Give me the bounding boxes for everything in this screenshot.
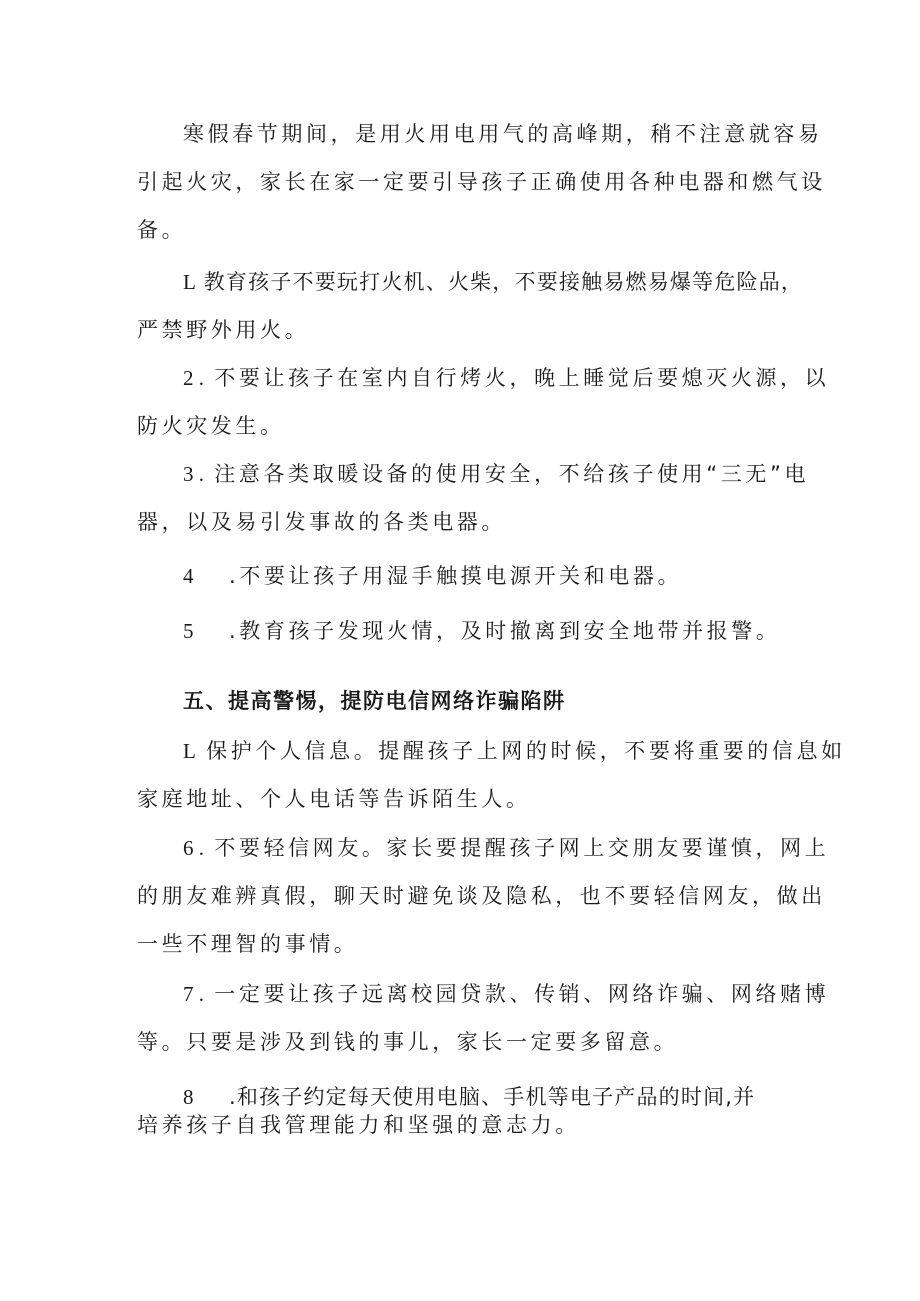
fire-item-5-marker: 5 (183, 619, 194, 643)
fire-item-5-text: .教育孩子发现火情，及时撤离到安全地带并报警。 (229, 619, 781, 643)
fraud-item-1-text: 保护个人信息。提醒孩子上网的时候，不要将重要的信息如 (206, 739, 846, 763)
fire-item-2-line-2: 防火灾发生。 (137, 414, 285, 438)
fraud-item-8-line-2: 培养孩子自我管理能力和坚强的意志力。 (137, 1113, 580, 1137)
fraud-item-8-marker: 8 (183, 1085, 194, 1109)
fire-item-4-marker: 4 (183, 564, 194, 588)
fire-item-3-marker: 3 . (183, 462, 204, 486)
intro-line-1: 寒假春节期间，是用火用电用气的高峰期，稍不注意就容易 (183, 122, 823, 146)
fire-item-4-text: .不要让孩子用湿手触摸电源开关和电器。 (229, 564, 683, 588)
section-5-heading: 五、提高警惕，提防电信网络诈骗陷阱 (183, 689, 566, 713)
fire-item-1-line-2: 严禁野外用火。 (137, 318, 310, 342)
fraud-item-7-marker: 7 . (183, 982, 204, 1006)
fraud-item-8-text: .和孩子约定每天使用电脑、手机等电子产品的时间,并 (229, 1085, 756, 1109)
fraud-item-6 (183, 834, 830, 862)
fraud-item-7-line-2: 等。只要是涉及到钱的事儿，家长一定要多留意。 (137, 1030, 679, 1054)
fire-item-1-marker: L (183, 270, 196, 294)
fraud-item-1-marker: L (183, 739, 196, 763)
fire-item-3 (183, 460, 810, 488)
intro-line-3: 备。 (137, 218, 187, 242)
fire-item-3-line-2: 器，以及易引发事故的各类电器。 (137, 510, 506, 534)
fraud-item-1-line-2: 家庭地址、个人电话等告诉陌生人。 (137, 787, 531, 811)
fire-item-2 (183, 364, 830, 392)
fraud-item-6-text: 不要轻信网友。家长要提醒孩子网上交朋友要谨慎，网上 (214, 836, 830, 860)
fraud-item-7 (183, 980, 830, 1008)
fire-item-3-text: 注意各类取暖设备的使用安全，不给孩子使用“三无”电 (214, 462, 810, 486)
fraud-item-7-text: 一定要让孩子远离校园贷款、传销、网络诈骗、网络赌博 (214, 982, 830, 1006)
fire-item-1-text: 教育孩子不要玩打火机、火柴，不要接触易燃易爆等危险品， (203, 270, 804, 294)
fraud-item-6-marker: 6 . (183, 836, 204, 860)
fraud-item-6-line-3: 一些不理智的事情。 (137, 932, 359, 956)
fire-item-5 (183, 617, 797, 645)
fire-item-1 (183, 268, 804, 296)
fire-item-2-marker: 2 . (183, 366, 204, 390)
fire-item-2-text: 不要让孩子在室内自行烤火，晚上睡觉后要熄灭火源，以 (214, 366, 830, 390)
intro-line-2: 引起火灾，家长在家一定要引导孩子正确使用各种电器和燃气设 (137, 170, 826, 194)
fraud-item-1 (183, 737, 846, 765)
fire-item-4 (183, 562, 797, 590)
fraud-item-8 (183, 1083, 797, 1111)
fraud-item-6-line-2: 的朋友难辨真假，聊天时避免谈及隐私，也不要轻信网友，做出 (137, 884, 826, 908)
